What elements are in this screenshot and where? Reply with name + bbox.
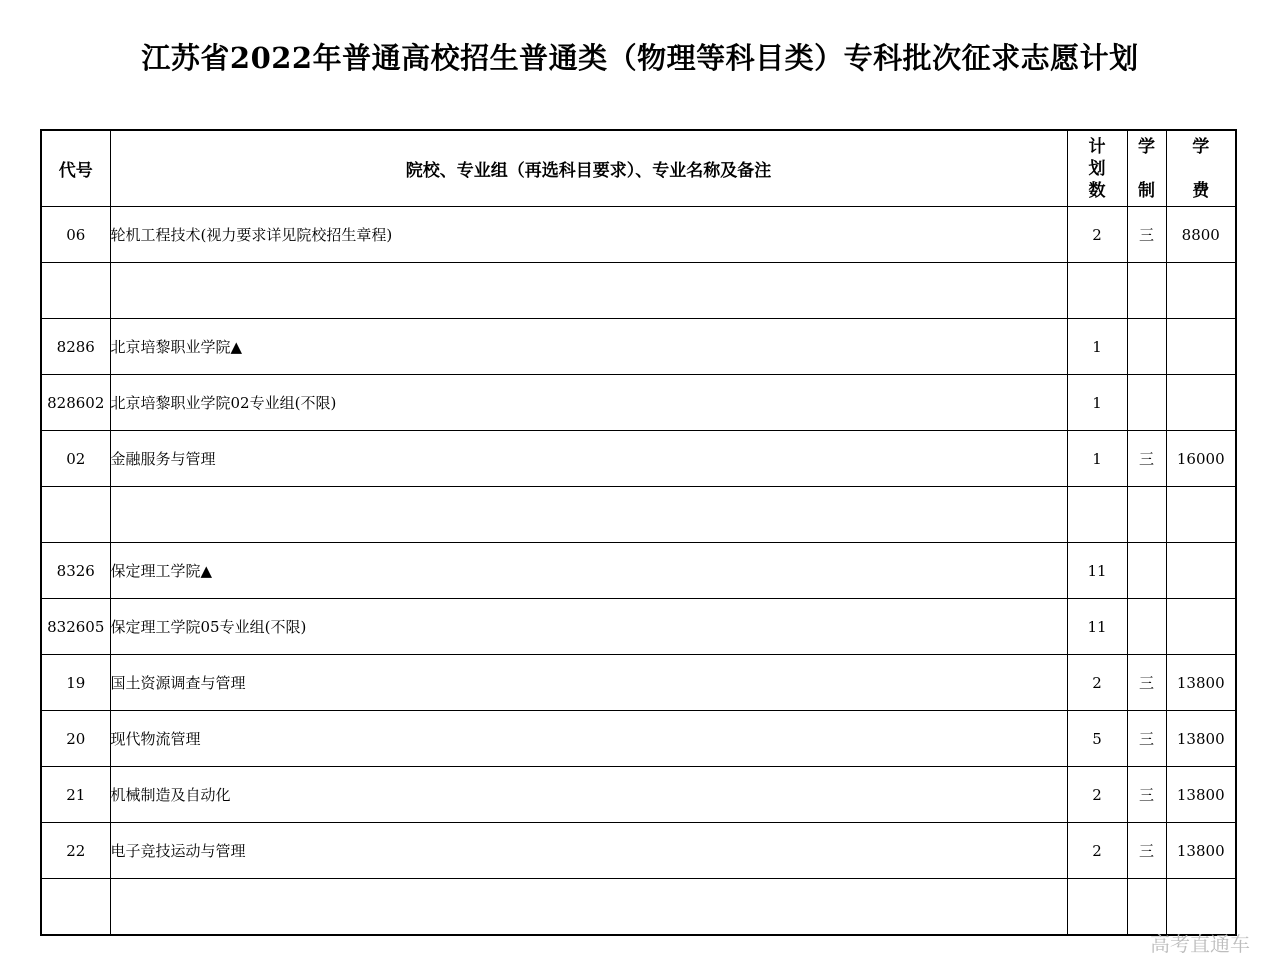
cell-fee xyxy=(1166,375,1236,431)
cell-plan xyxy=(1067,263,1127,319)
table-row xyxy=(41,319,1236,375)
watermark: 高考直通车 xyxy=(1150,932,1250,956)
cell-plan: 2 xyxy=(1067,207,1127,263)
table-row xyxy=(41,431,1236,487)
header-name: 院校、专业组（再选科目要求）、专业名称及备注 xyxy=(110,130,1067,207)
table-row xyxy=(41,543,1236,599)
cell-code: 828602 xyxy=(41,375,110,431)
header-plan xyxy=(1067,130,1127,207)
cell-code xyxy=(41,879,110,936)
cell-code xyxy=(41,263,110,319)
cell-fee: 16000 xyxy=(1166,431,1236,487)
cell-name: 金融服务与管理 xyxy=(110,431,1067,487)
cell-plan: 1 xyxy=(1067,375,1127,431)
cell-name xyxy=(110,263,1067,319)
cell-duration: 三 xyxy=(1127,711,1166,767)
cell-duration: 三 xyxy=(1127,823,1166,879)
cell-fee xyxy=(1166,599,1236,655)
cell-plan: 2 xyxy=(1067,655,1127,711)
cell-duration xyxy=(1127,487,1166,543)
cell-name: 现代物流管理 xyxy=(110,711,1067,767)
table-row xyxy=(41,263,1236,319)
cell-code: 19 xyxy=(41,655,110,711)
table-row xyxy=(41,767,1236,823)
header-plan-char: 计 xyxy=(1088,136,1106,157)
cell-fee xyxy=(1166,543,1236,599)
cell-code: 21 xyxy=(41,767,110,823)
cell-name: 机械制造及自动化 xyxy=(110,767,1067,823)
cell-name: 保定理工学院▲ xyxy=(110,543,1067,599)
table-row xyxy=(41,655,1236,711)
table-row xyxy=(41,879,1236,936)
cell-plan: 11 xyxy=(1067,543,1127,599)
header-duration-char: 制 xyxy=(1138,180,1155,201)
table-row xyxy=(41,711,1236,767)
table-header-row xyxy=(41,130,1236,207)
table-row xyxy=(41,599,1236,655)
cell-name: 北京培黎职业学院▲ xyxy=(110,319,1067,375)
cell-plan: 1 xyxy=(1067,431,1127,487)
cell-fee: 8800 xyxy=(1166,207,1236,263)
cell-duration: 三 xyxy=(1127,655,1166,711)
header-fee-char: 学 xyxy=(1192,136,1210,157)
cell-fee xyxy=(1166,319,1236,375)
enrollment-plan-table xyxy=(40,129,1237,936)
table-row xyxy=(41,375,1236,431)
cell-fee: 13800 xyxy=(1166,767,1236,823)
header-plan-char: 划 xyxy=(1088,158,1106,179)
cell-code: 02 xyxy=(41,431,110,487)
page-title: 江苏省2022年普通高校招生普通类（物理等科目类）专科批次征求志愿计划 xyxy=(141,41,1139,75)
cell-name: 保定理工学院05专业组(不限) xyxy=(110,599,1067,655)
cell-code: 8326 xyxy=(41,543,110,599)
cell-code: 22 xyxy=(41,823,110,879)
table-row xyxy=(41,207,1236,263)
header-duration-char: 学 xyxy=(1138,136,1155,157)
cell-duration: 三 xyxy=(1127,431,1166,487)
cell-duration: 三 xyxy=(1127,207,1166,263)
cell-name: 轮机工程技术(视力要求详见院校招生章程) xyxy=(110,207,1067,263)
cell-name xyxy=(110,487,1067,543)
cell-fee: 13800 xyxy=(1166,711,1236,767)
cell-duration xyxy=(1127,599,1166,655)
cell-code xyxy=(41,487,110,543)
cell-plan: 5 xyxy=(1067,711,1127,767)
cell-plan: 1 xyxy=(1067,319,1127,375)
cell-plan xyxy=(1067,879,1127,936)
cell-code: 20 xyxy=(41,711,110,767)
cell-duration xyxy=(1127,319,1166,375)
header-plan-char: 数 xyxy=(1088,180,1106,201)
cell-duration xyxy=(1127,375,1166,431)
cell-duration: 三 xyxy=(1127,767,1166,823)
cell-fee: 13800 xyxy=(1166,655,1236,711)
cell-duration xyxy=(1127,543,1166,599)
cell-name: 国土资源调查与管理 xyxy=(110,655,1067,711)
cell-code: 832605 xyxy=(41,599,110,655)
header-fee xyxy=(1166,130,1236,207)
cell-name: 北京培黎职业学院02专业组(不限) xyxy=(110,375,1067,431)
cell-duration xyxy=(1127,879,1166,936)
cell-name: 电子竞技运动与管理 xyxy=(110,823,1067,879)
cell-fee xyxy=(1166,487,1236,543)
cell-plan: 11 xyxy=(1067,599,1127,655)
header-fee-char: 费 xyxy=(1192,180,1210,201)
cell-code: 06 xyxy=(41,207,110,263)
header-code: 代号 xyxy=(41,130,110,207)
cell-fee xyxy=(1166,879,1236,936)
cell-plan: 2 xyxy=(1067,767,1127,823)
cell-duration xyxy=(1127,263,1166,319)
cell-fee: 13800 xyxy=(1166,823,1236,879)
cell-name xyxy=(110,879,1067,936)
cell-code: 8286 xyxy=(41,319,110,375)
cell-plan xyxy=(1067,487,1127,543)
cell-plan: 2 xyxy=(1067,823,1127,879)
cell-fee xyxy=(1166,263,1236,319)
header-duration xyxy=(1127,130,1166,207)
table-row xyxy=(41,823,1236,879)
table-row xyxy=(41,487,1236,543)
